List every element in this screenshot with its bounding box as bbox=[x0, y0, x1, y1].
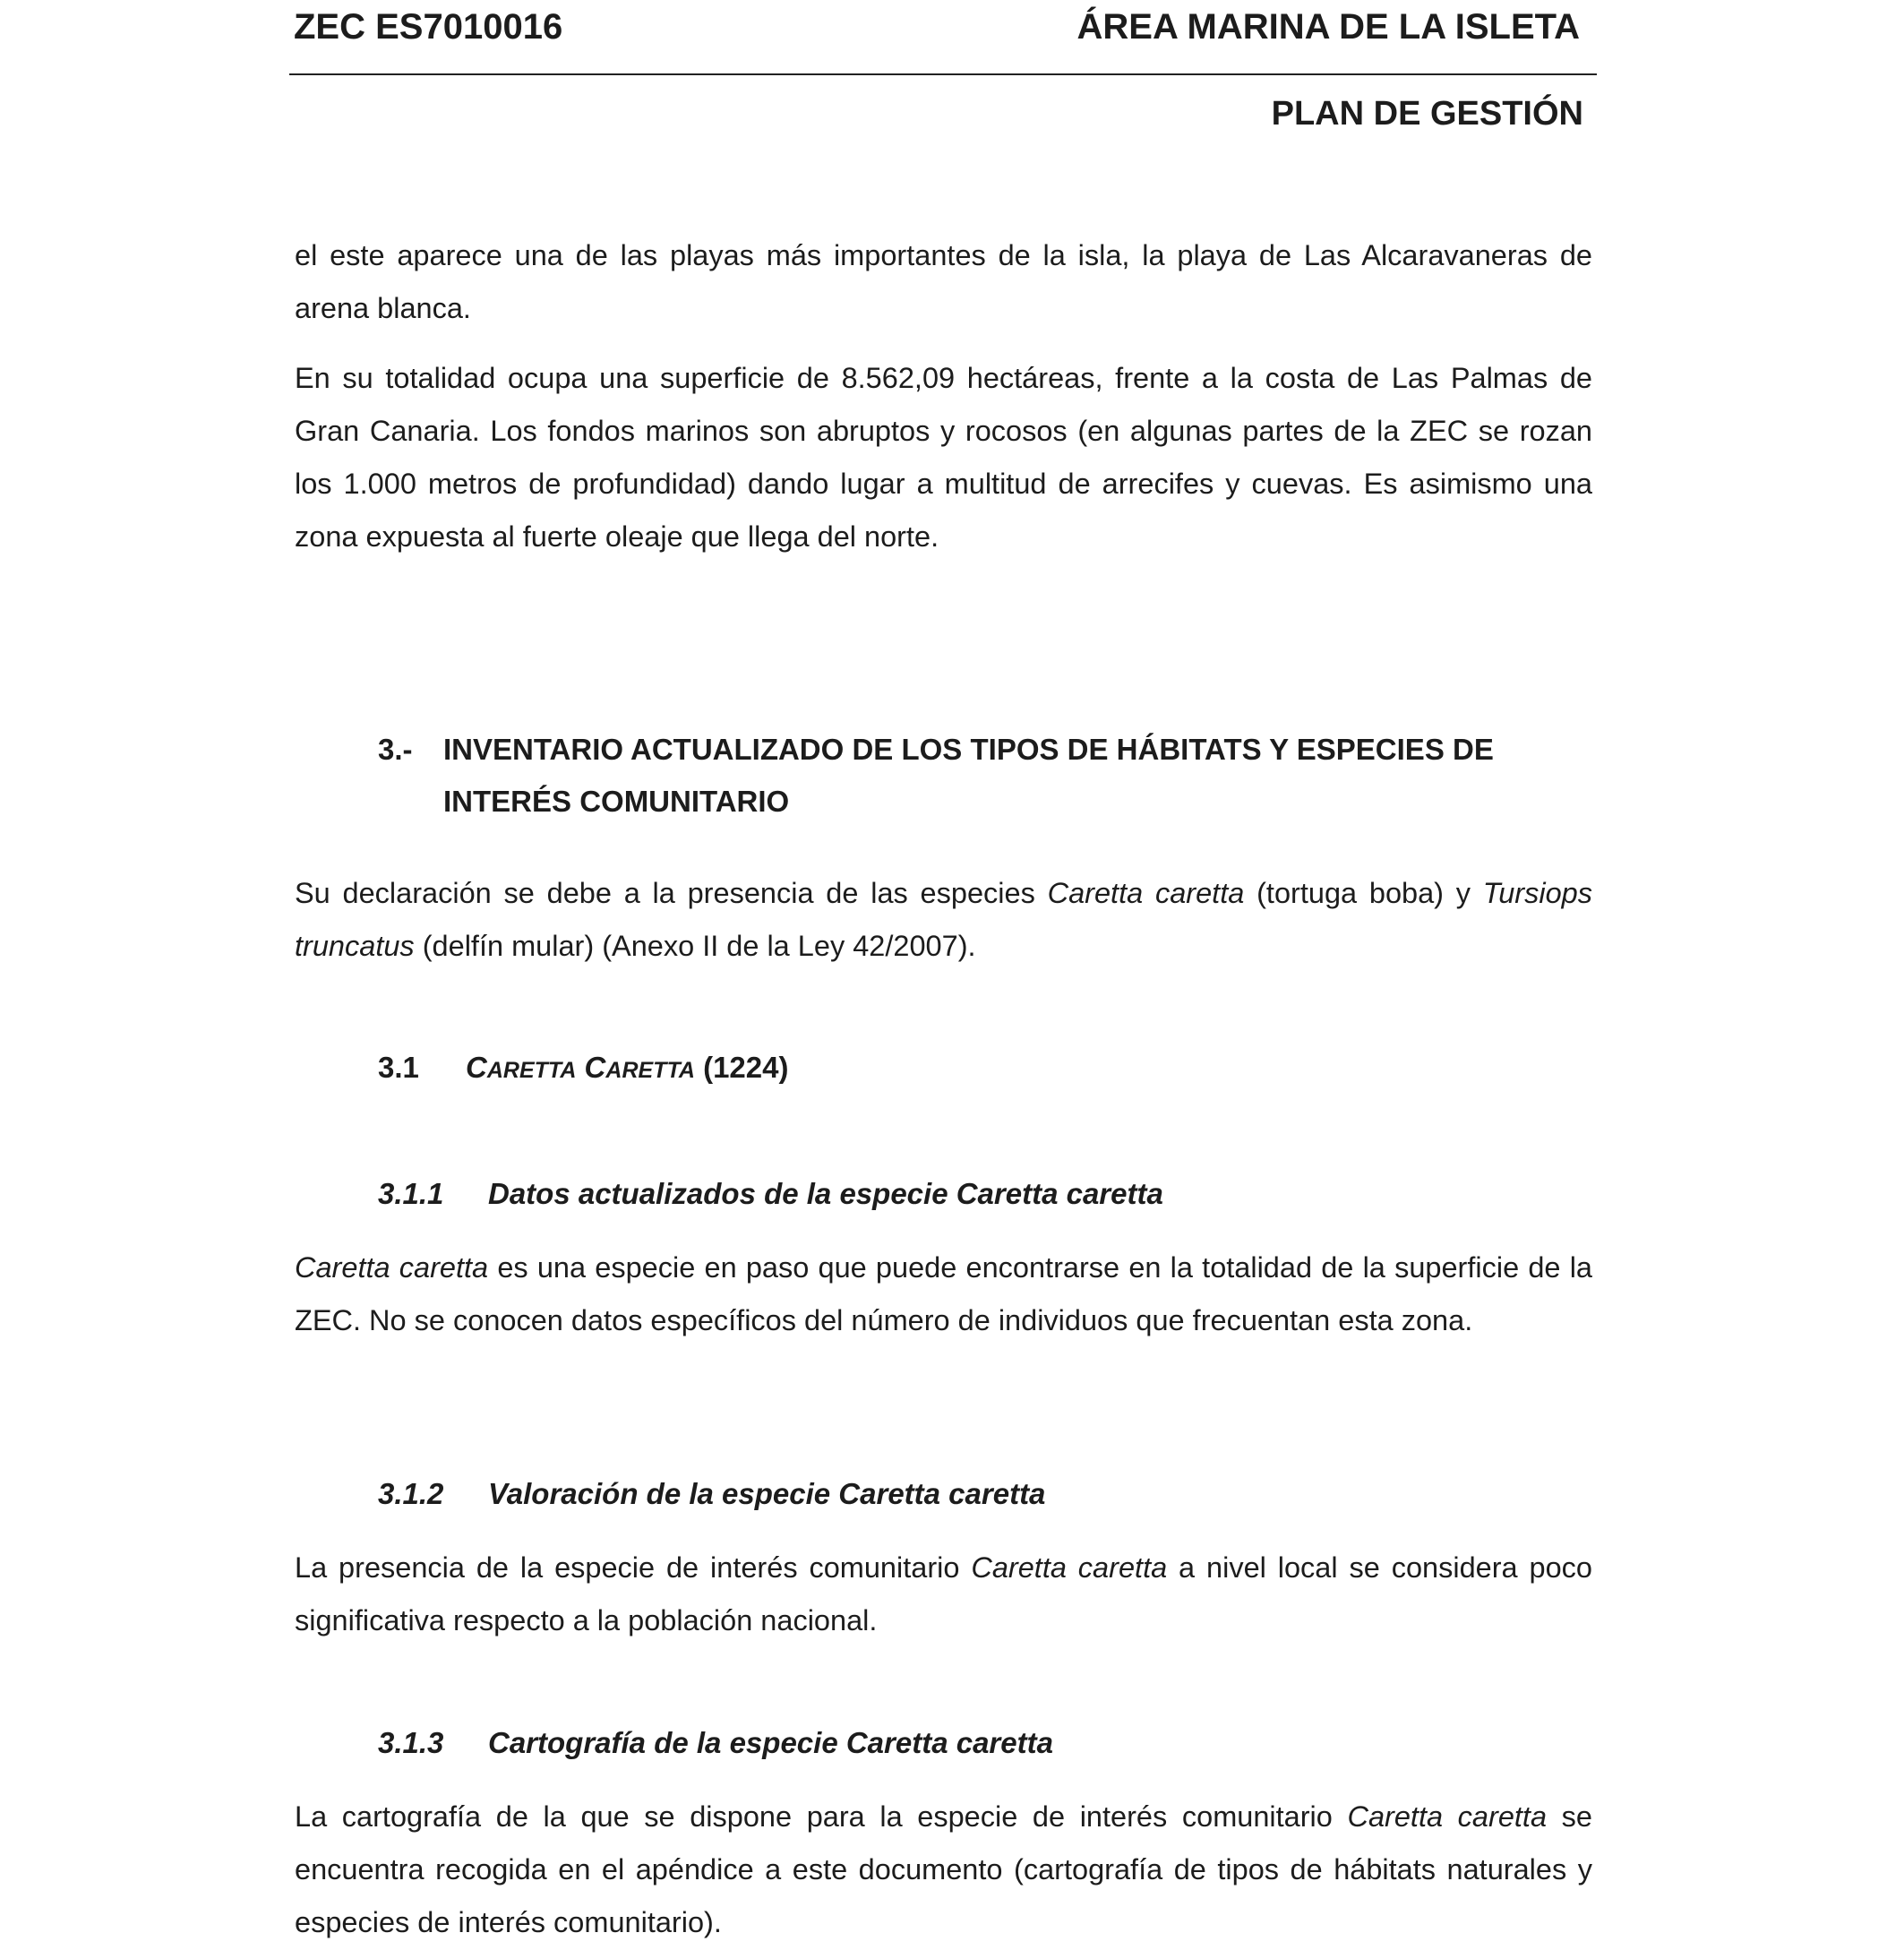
section-3-title: INVENTARIO ACTUALIZADO DE LOS TIPOS DE HÁBITATS Y ESPECIES DE INTERÉS COMUNITARIO bbox=[443, 733, 1494, 818]
species-name: Caretta caretta bbox=[295, 1251, 489, 1284]
section-3-number: 3.- bbox=[378, 733, 413, 766]
text-run: se encuentra recogida en el apéndice a este documento (cartografía de tipos de hábitats naturales y especies de interés comunitario). bbox=[295, 1800, 1592, 1938]
species-name: Caretta caretta bbox=[1347, 1800, 1548, 1833]
section-3-1-3-title: Cartografía de la especie Caretta caretta bbox=[488, 1726, 1053, 1759]
small-caps-rest: ARETTA bbox=[605, 1058, 695, 1083]
text-run: (tortuga boba) y bbox=[1244, 877, 1483, 909]
header-area-name: ÁREA MARINA DE LA ISLETA bbox=[1076, 7, 1580, 47]
small-caps-initial: C bbox=[584, 1051, 606, 1084]
section-3-1-2-title: Valoración de la especie Caretta caretta bbox=[488, 1477, 1046, 1510]
text-run: es una especie en paso que puede encontrarse en la totalidad de la superficie de la ZEC. No se conocen datos específicos del número de individuos que frecuentan esta zona. bbox=[295, 1251, 1592, 1336]
text-run: La presencia de la especie de interés comunitario bbox=[295, 1551, 972, 1584]
species-name: Tursiops truncatus bbox=[295, 877, 1593, 962]
header-zec-code: ZEC ES7010016 bbox=[294, 7, 563, 47]
section-3-1-2-number: 3.1.2 bbox=[378, 1477, 444, 1510]
species-name: Caretta caretta bbox=[1047, 877, 1245, 909]
paragraph-beach: el este aparece una de las playas más importantes de la isla, la playa de Las Alcaravaneras de arena blanca. bbox=[295, 239, 1592, 324]
small-caps-initial: C bbox=[466, 1051, 487, 1084]
text-run: (delfín mular) (Anexo II de la Ley 42/2007). bbox=[414, 930, 976, 962]
paragraph-species-passage bbox=[295, 1241, 1592, 1347]
species-name: Caretta caretta bbox=[971, 1551, 1168, 1584]
text-run: Su declaración se debe a la presencia de las especies bbox=[295, 877, 1048, 909]
species-code: (1224) bbox=[703, 1051, 789, 1084]
paragraph-valuation bbox=[295, 1542, 1592, 1647]
section-3-1-title bbox=[466, 1050, 788, 1088]
section-3-1-number: 3.1 bbox=[378, 1051, 419, 1084]
section-3-1-3-number: 3.1.3 bbox=[378, 1726, 444, 1759]
text-run: La cartografía de la que se dispone para la especie de interés comunitario bbox=[295, 1800, 1348, 1833]
paragraph-surface: En su totalidad ocupa una superficie de 8.562,09 hectáreas, frente a la costa de Las Palmas de Gran Canaria. Los fondos marinos son abruptos y rocosos (en algunas partes de la ZEC se rozan los 1.000 metros de profundidad) dando lugar a multitud de arrecifes y cuevas. Es asimismo una zona expuesta al fuerte oleaje que llega del norte. bbox=[295, 362, 1592, 553]
small-caps-rest: ARETTA bbox=[486, 1058, 577, 1083]
paragraph-declaration bbox=[295, 867, 1592, 973]
section-3-1-1-number: 3.1.1 bbox=[378, 1177, 444, 1210]
paragraph-cartography bbox=[295, 1791, 1592, 1949]
header-plan-title: PLAN DE GESTIÓN bbox=[1271, 95, 1583, 133]
section-3-1-1-title: Datos actualizados de la especie Caretta caretta bbox=[488, 1177, 1163, 1210]
header-divider bbox=[289, 73, 1597, 75]
text-run: a nivel local se considera poco significativa respecto a la población nacional. bbox=[295, 1551, 1592, 1636]
